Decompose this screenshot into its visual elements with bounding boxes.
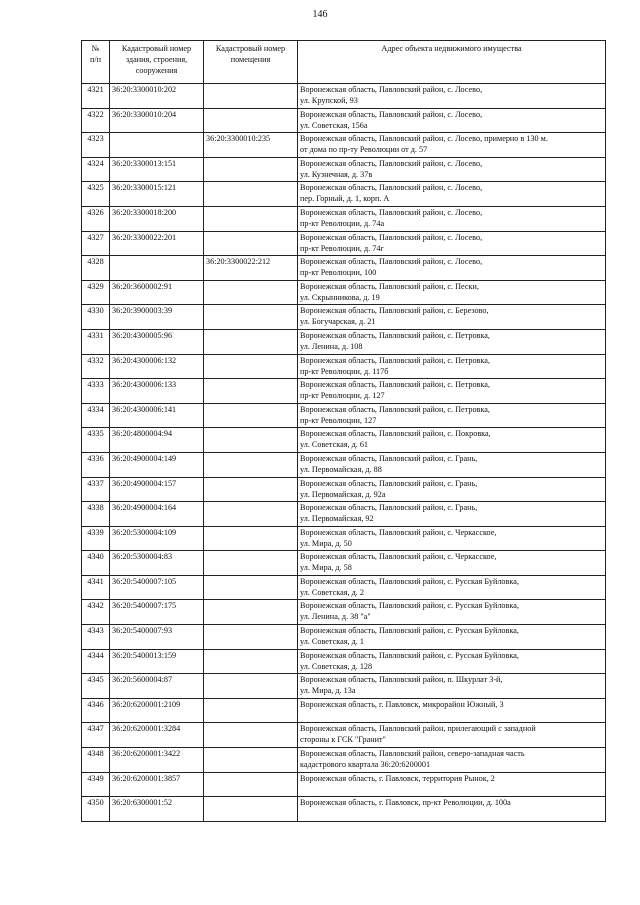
row-number: 4332 bbox=[82, 354, 110, 379]
address-line: ул. Ленина, д. 38 "а" bbox=[300, 612, 371, 622]
row-number: 4330 bbox=[82, 305, 110, 330]
building-cadastral-number: 36:20:3300010:204 bbox=[110, 108, 204, 133]
row-number: 4348 bbox=[82, 748, 110, 773]
table-row bbox=[82, 452, 606, 477]
row-number: 4335 bbox=[82, 428, 110, 453]
room-cadastral-number bbox=[204, 772, 298, 797]
room-cadastral-number bbox=[204, 379, 298, 404]
row-number: 4346 bbox=[82, 698, 110, 723]
registry-table bbox=[81, 40, 606, 822]
row-number: 4333 bbox=[82, 379, 110, 404]
building-cadastral-number: 36:20:4800004:94 bbox=[110, 428, 204, 453]
header-building-line: здания, строения, bbox=[125, 55, 188, 64]
building-cadastral-number: 36:20:3300015:121 bbox=[110, 182, 204, 207]
address-cell bbox=[298, 133, 606, 158]
address-cell bbox=[298, 477, 606, 502]
row-number: 4344 bbox=[82, 649, 110, 674]
room-cadastral-number bbox=[204, 354, 298, 379]
address-line: Воронежская область, Павловский район, северо-западная часть bbox=[300, 749, 525, 759]
header-room-line: помещения bbox=[230, 55, 271, 64]
address-line: ул. Первомайская, д. 92а bbox=[300, 489, 386, 499]
address-line: Воронежская область, Павловский район, с. Грань, bbox=[300, 478, 478, 488]
address-line: Воронежская область, Павловский район, с. Петровка, bbox=[300, 330, 490, 340]
room-cadastral-number bbox=[204, 280, 298, 305]
address-cell bbox=[298, 674, 606, 699]
address-line: пр-кт Революции, д. 127 bbox=[300, 391, 385, 401]
header-building-line: Кадастровый номер bbox=[121, 44, 192, 53]
room-cadastral-number bbox=[204, 674, 298, 699]
address-cell bbox=[298, 256, 606, 281]
address-line: Воронежская область, Павловский район, с. Петровка, bbox=[300, 355, 490, 365]
address-cell bbox=[298, 625, 606, 650]
building-cadastral-number: 36:20:4300005:96 bbox=[110, 329, 204, 354]
row-number: 4336 bbox=[82, 452, 110, 477]
table-row bbox=[82, 403, 606, 428]
address-cell bbox=[298, 575, 606, 600]
room-cadastral-number bbox=[204, 502, 298, 527]
row-number: 4345 bbox=[82, 674, 110, 699]
address-line: ул. Кузнечная, д. 37в bbox=[300, 169, 373, 179]
building-cadastral-number: 36:20:6200001:3284 bbox=[110, 723, 204, 748]
address-cell bbox=[298, 452, 606, 477]
address-cell bbox=[298, 231, 606, 256]
row-number: 4321 bbox=[82, 84, 110, 109]
address-line: Воронежская область, Павловский район, с. Березово, bbox=[300, 306, 489, 316]
address-line: Воронежская область, г. Павловск, территория Рынок, 2 bbox=[300, 773, 495, 783]
building-cadastral-number: 36:20:5300004:83 bbox=[110, 551, 204, 576]
address-cell bbox=[298, 428, 606, 453]
table-row bbox=[82, 649, 606, 674]
address-line: Воронежская область, г. Павловск, пр-кт Революции, д. 100а bbox=[300, 798, 511, 808]
table-row bbox=[82, 748, 606, 773]
table-row bbox=[82, 600, 606, 625]
table-row bbox=[82, 575, 606, 600]
row-number: 4331 bbox=[82, 329, 110, 354]
room-cadastral-number bbox=[204, 723, 298, 748]
room-cadastral-number bbox=[204, 157, 298, 182]
table-row bbox=[82, 108, 606, 133]
address-cell bbox=[298, 379, 606, 404]
address-cell bbox=[298, 502, 606, 527]
table-body bbox=[82, 84, 606, 822]
table-row bbox=[82, 354, 606, 379]
building-cadastral-number: 36:20:4300006:133 bbox=[110, 379, 204, 404]
address-cell bbox=[298, 748, 606, 773]
building-cadastral-number bbox=[110, 133, 204, 158]
address-line: ул. Советская, д. 61 bbox=[300, 440, 369, 450]
address-line: Воронежская область, Павловский район, с. Русская Буйловка, bbox=[300, 650, 519, 660]
building-cadastral-number: 36:20:3300018:200 bbox=[110, 206, 204, 231]
room-cadastral-number bbox=[204, 329, 298, 354]
building-cadastral-number: 36:20:5400007:93 bbox=[110, 625, 204, 650]
address-line: Воронежская область, Павловский район, с. Черкасское, bbox=[300, 527, 497, 537]
address-line: пр-кт Революции, д. 74а bbox=[300, 218, 385, 228]
room-cadastral-number bbox=[204, 452, 298, 477]
table-row bbox=[82, 502, 606, 527]
address-cell bbox=[298, 551, 606, 576]
table-row bbox=[82, 772, 606, 797]
building-cadastral-number: 36:20:5300004:109 bbox=[110, 526, 204, 551]
table-row bbox=[82, 477, 606, 502]
building-cadastral-number: 36:20:4900004:157 bbox=[110, 477, 204, 502]
room-cadastral-number bbox=[204, 551, 298, 576]
row-number: 4350 bbox=[82, 797, 110, 822]
row-number: 4328 bbox=[82, 256, 110, 281]
address-line: Воронежская область, Павловский район, с. Петровка, bbox=[300, 404, 490, 414]
room-cadastral-number bbox=[204, 231, 298, 256]
address-line: ул. Ленина, д. 108 bbox=[300, 341, 363, 351]
row-number: 4334 bbox=[82, 403, 110, 428]
address-line: пр-кт Революции, 100 bbox=[300, 268, 377, 278]
table-row bbox=[82, 674, 606, 699]
address-line: ул. Советская, 156а bbox=[300, 120, 368, 130]
row-number: 4322 bbox=[82, 108, 110, 133]
building-cadastral-number: 36:20:6300001:52 bbox=[110, 797, 204, 822]
table-row bbox=[82, 305, 606, 330]
room-cadastral-number: 36:20:3300022:212 bbox=[204, 256, 298, 281]
building-cadastral-number: 36:20:4300006:141 bbox=[110, 403, 204, 428]
building-cadastral-number: 36:20:3600002:91 bbox=[110, 280, 204, 305]
row-number: 4339 bbox=[82, 526, 110, 551]
address-line: пр-кт Революции, д. 117б bbox=[300, 366, 389, 376]
table-header-row bbox=[82, 41, 606, 84]
building-cadastral-number: 36:20:5600004:87 bbox=[110, 674, 204, 699]
room-cadastral-number bbox=[204, 600, 298, 625]
building-cadastral-number: 36:20:6200001:2109 bbox=[110, 698, 204, 723]
address-cell bbox=[298, 403, 606, 428]
header-building-line: сооружения bbox=[135, 66, 178, 75]
row-number: 4347 bbox=[82, 723, 110, 748]
address-line: ул. Первомайская, д. 88 bbox=[300, 464, 382, 474]
header-address-line: Адрес объекта недвижимого имущества bbox=[381, 44, 522, 53]
address-line: Воронежская область, Павловский район, с. Лосево, bbox=[300, 109, 483, 119]
address-cell bbox=[298, 723, 606, 748]
row-number: 4341 bbox=[82, 575, 110, 600]
address-line: ул. Богучарская, д. 21 bbox=[300, 317, 376, 327]
address-line: ул. Мира, д. 50 bbox=[300, 538, 352, 548]
room-cadastral-number bbox=[204, 748, 298, 773]
row-number: 4329 bbox=[82, 280, 110, 305]
address-line: ул. Советская, д. 2 bbox=[300, 587, 364, 597]
building-cadastral-number: 36:20:4300006:132 bbox=[110, 354, 204, 379]
room-cadastral-number bbox=[204, 182, 298, 207]
room-cadastral-number bbox=[204, 477, 298, 502]
header-address bbox=[298, 41, 606, 84]
building-cadastral-number: 36:20:5400007:105 bbox=[110, 575, 204, 600]
header-room-cadastral bbox=[204, 41, 298, 84]
room-cadastral-number bbox=[204, 206, 298, 231]
row-number: 4326 bbox=[82, 206, 110, 231]
address-line: Воронежская область, Павловский район, с. Лосево, bbox=[300, 232, 483, 242]
room-cadastral-number bbox=[204, 428, 298, 453]
table-row bbox=[82, 797, 606, 822]
row-number: 4337 bbox=[82, 477, 110, 502]
building-cadastral-number: 36:20:3900003:39 bbox=[110, 305, 204, 330]
table-row bbox=[82, 551, 606, 576]
address-line: ул. Советская, д. 1 bbox=[300, 637, 364, 647]
address-cell bbox=[298, 280, 606, 305]
room-cadastral-number bbox=[204, 698, 298, 723]
address-line: Воронежская область, Павловский район, с. Лосево, bbox=[300, 85, 483, 94]
address-line: Воронежская область, Павловский район, с. Грань, bbox=[300, 503, 478, 513]
address-line: кадастрового квартала 36:20:6200001 bbox=[300, 760, 431, 770]
building-cadastral-number: 36:20:3300022:201 bbox=[110, 231, 204, 256]
address-line: Воронежская область, Павловский район, с. Лосево, примерно в 130 м. bbox=[300, 134, 548, 144]
address-line: Воронежская область, Павловский район, с. Лосево, bbox=[300, 207, 483, 217]
header-num-line: № bbox=[91, 44, 100, 53]
room-cadastral-number bbox=[204, 305, 298, 330]
address-line: Воронежская область, Павловский район, с. Грань, bbox=[300, 453, 478, 463]
building-cadastral-number: 36:20:5400007:175 bbox=[110, 600, 204, 625]
address-cell bbox=[298, 84, 606, 109]
header-num bbox=[82, 41, 110, 84]
row-number: 4342 bbox=[82, 600, 110, 625]
room-cadastral-number bbox=[204, 797, 298, 822]
building-cadastral-number: 36:20:3300010:202 bbox=[110, 84, 204, 109]
building-cadastral-number: 36:20:5400013:159 bbox=[110, 649, 204, 674]
row-number: 4323 bbox=[82, 133, 110, 158]
table-row bbox=[82, 157, 606, 182]
address-line: ул. Первомайская, 92 bbox=[300, 514, 374, 524]
address-cell bbox=[298, 649, 606, 674]
row-number: 4325 bbox=[82, 182, 110, 207]
address-line: от дома по пр-ту Революции от д. 57 bbox=[300, 145, 428, 155]
row-number: 4343 bbox=[82, 625, 110, 650]
table-row bbox=[82, 206, 606, 231]
address-cell bbox=[298, 206, 606, 231]
row-number: 4324 bbox=[82, 157, 110, 182]
address-line: Воронежская область, Павловский район, с. Лосево, bbox=[300, 158, 483, 168]
table-row bbox=[82, 133, 606, 158]
table-row bbox=[82, 84, 606, 109]
room-cadastral-number bbox=[204, 108, 298, 133]
row-number: 4349 bbox=[82, 772, 110, 797]
row-number: 4327 bbox=[82, 231, 110, 256]
building-cadastral-number: 36:20:4900004:149 bbox=[110, 452, 204, 477]
table-row bbox=[82, 329, 606, 354]
table-row bbox=[82, 182, 606, 207]
header-num-line: п/п bbox=[89, 55, 102, 64]
building-cadastral-number bbox=[110, 256, 204, 281]
page-number: 146 bbox=[312, 9, 328, 20]
address-line: ул. Советская, д. 128 bbox=[300, 661, 373, 671]
address-line: Воронежская область, Павловский район, с. Пески, bbox=[300, 281, 479, 291]
address-line: пер. Горный, д. 1, корп. А bbox=[300, 194, 390, 204]
header-building-cadastral bbox=[110, 41, 204, 84]
address-cell bbox=[298, 772, 606, 797]
building-cadastral-number: 36:20:3300013:151 bbox=[110, 157, 204, 182]
address-line: ул. Мира, д. 13а bbox=[300, 686, 356, 696]
table-row bbox=[82, 428, 606, 453]
building-cadastral-number: 36:20:6200001:3857 bbox=[110, 772, 204, 797]
building-cadastral-number: 36:20:4900004:164 bbox=[110, 502, 204, 527]
address-line: Воронежская область, Павловский район, с. Петровка, bbox=[300, 380, 490, 390]
room-cadastral-number bbox=[204, 575, 298, 600]
address-line: пр-кт Революции, д. 74г bbox=[300, 243, 384, 253]
table-row bbox=[82, 625, 606, 650]
address-cell bbox=[298, 182, 606, 207]
room-cadastral-number bbox=[204, 84, 298, 109]
room-cadastral-number bbox=[204, 625, 298, 650]
address-line: Воронежская область, Павловский район, с. Русская Буйловка, bbox=[300, 576, 519, 586]
address-line: пр-кт Революции, 127 bbox=[300, 415, 377, 425]
room-cadastral-number bbox=[204, 403, 298, 428]
table-row bbox=[82, 379, 606, 404]
address-line: Воронежская область, Павловский район, с. Русская Буйловка, bbox=[300, 626, 519, 636]
address-cell bbox=[298, 108, 606, 133]
address-line: Воронежская область, г. Павловск, микрорайон Южный, 3 bbox=[300, 699, 504, 709]
address-cell bbox=[298, 698, 606, 723]
building-cadastral-number: 36:20:6200001:3422 bbox=[110, 748, 204, 773]
table-row bbox=[82, 280, 606, 305]
table-row bbox=[82, 526, 606, 551]
address-cell bbox=[298, 157, 606, 182]
address-line: Воронежская область, Павловский район, прилегающий с западной bbox=[300, 724, 536, 734]
address-line: ул. Крупской, 93 bbox=[300, 96, 358, 105]
row-number: 4338 bbox=[82, 502, 110, 527]
table-row bbox=[82, 698, 606, 723]
table-row bbox=[82, 256, 606, 281]
address-line: Воронежская область, Павловский район, с. Покровка, bbox=[300, 429, 491, 439]
header-room-line: Кадастровый номер bbox=[215, 44, 286, 53]
address-cell bbox=[298, 329, 606, 354]
address-line: ул. Скрынникова, д. 19 bbox=[300, 292, 380, 302]
room-cadastral-number bbox=[204, 526, 298, 551]
table-row bbox=[82, 723, 606, 748]
address-cell bbox=[298, 354, 606, 379]
room-cadastral-number: 36:20:3300010:235 bbox=[204, 133, 298, 158]
address-line: Воронежская область, Павловский район, с. Русская Буйловка, bbox=[300, 601, 519, 611]
address-cell bbox=[298, 305, 606, 330]
address-line: Воронежская область, Павловский район, с. Лосево, bbox=[300, 183, 483, 193]
address-line: Воронежская область, Павловский район, с. Лосево, bbox=[300, 257, 483, 267]
address-line: ул. Мира, д. 58 bbox=[300, 563, 352, 573]
address-cell bbox=[298, 600, 606, 625]
address-line: Воронежская область, Павловский район, п. Шкурлат 3-й, bbox=[300, 675, 503, 685]
table-row bbox=[82, 231, 606, 256]
address-cell bbox=[298, 797, 606, 822]
row-number: 4340 bbox=[82, 551, 110, 576]
address-line: стороны к ГСК "Гранит" bbox=[300, 735, 386, 745]
address-line: Воронежская область, Павловский район, с. Черкасское, bbox=[300, 552, 497, 562]
address-cell bbox=[298, 526, 606, 551]
room-cadastral-number bbox=[204, 649, 298, 674]
